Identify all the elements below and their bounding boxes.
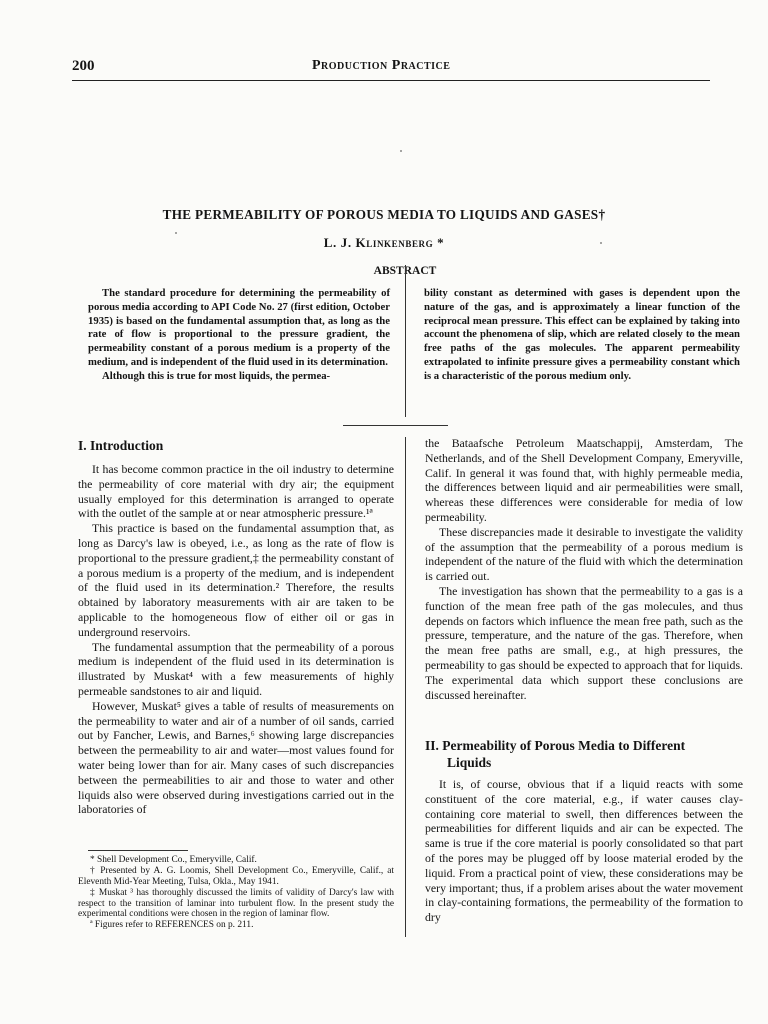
footnote: * Shell Development Co., Emeryville, Calif.	[90, 855, 257, 865]
section-separator	[343, 425, 448, 426]
article-author: L. J. Klinkenberg *	[323, 235, 445, 250]
body-paragraph: The investigation has shown that the permeability to a gas is a function of the mean free path of the gas molecules, and thus depends on factors which influence the mean free path, such as the pressure, temperature, and the nature of the gas. Therefore, when the mean free paths are small, e.g., at high pressures, the permeability to gas should be expected to approach that for liquids. The experimental data which support these conclusions are discussed hereinafter.	[425, 583, 743, 702]
scan-speck	[600, 242, 602, 244]
footnote: ª Figures refer to REFERENCES on p. 211.	[90, 920, 254, 931]
page-header	[72, 58, 710, 81]
body-paragraph: The fundamental assumption that the permeability of a porous medium is independent of the fluid used in its determination is illustrated by Muskat⁴ with a few measurements of highly permeable sandstones to air and liquid.	[78, 639, 394, 698]
right-column-body	[425, 436, 743, 702]
scan-speck	[400, 150, 402, 152]
running-head: Production Practice	[312, 58, 451, 73]
footnote: ‡ Muskat ³ has thoroughly discussed the limits of validity of Darcy's law with respect to the transition of laminar into turbulent flow. In the present study the experimental conditions were chosen in the region of laminar flow.	[78, 888, 394, 920]
abstract-paragraph: The standard procedure for determining the permeability of porous media according to API Code No. 27 (first edition, October 1935) is based on the fundamental assumption that, as long as the rate of flow is proportional to the pressure gradient, the permeability constant of a porous medium is a property of the medium, and is independent of the fluid used in its determination.	[88, 287, 390, 368]
abstract-paragraph: bility constant as determined with gases is dependent upon the nature of the gas, and is approximately a linear function of the reciprocal mean pressure. This effect can be explained by taking into account the phenomena of slip, which are related closely to the mean free paths of the gas molecules. The apparent permeability extrapolated to infinite pressure gives a permeability constant which is a characteristic of the porous medium only.	[424, 287, 740, 382]
abstract-heading: ABSTRACT	[373, 265, 437, 277]
body-paragraph: This practice is based on the fundamental assumption that, as long as Darcy's law is obeyed, i.e., as long as the rate of flow is proportional to the pressure gradient,‡ the permeability constant of a porous medium is a property of the medium, and is independent of the fluid used in its determination.² Therefore, the results obtained by laboratory measurements with air are taken to be applicable to the homogeneous flow of either oil or gas in underground reservoirs.	[78, 521, 394, 639]
body-paragraph: It is, of course, obvious that if a liquid reacts with some constituent of the core material, e.g., if water causes clay-containing core material to swell, then differences between the permeabilities for different liquids and air can be expected. The same is true if the core material is poorly consolidated so that part of the pores may be plugged off by loose material eroded by the liquid. From a practical point of view, these considerations may be very important; thus, if a problem arises about the water movement in clay-containing formations, the permeability of the formation to dry	[425, 777, 743, 925]
footnote-rule	[88, 850, 188, 851]
section-heading-line: Liquids	[447, 755, 492, 770]
section-heading-introduction: I. Introduction	[78, 438, 164, 453]
scan-speck	[175, 232, 177, 234]
body-paragraph: It has become common practice in the oil industry to determine the permeability of core material with dry air; the equipment usually employed for this determination is arranged to operate with the outlet of the sample at or near atmospheric pressure.¹ª	[78, 462, 394, 521]
section-heading-permeability-liquids	[425, 737, 743, 771]
abstract-paragraph: Although this is true for most liquids, the permea-	[102, 369, 331, 382]
page-number: 200	[72, 58, 95, 74]
left-column-body	[78, 462, 394, 817]
abstract-right-column	[424, 287, 740, 384]
column-divider	[405, 437, 406, 937]
footnotes	[78, 855, 394, 932]
body-paragraph: These discrepancies made it desirable to investigate the validity of the assumption that the permeability of a porous medium is independent of the nature of the fluid with which the determination is carried out.	[425, 524, 743, 584]
footnote: † Presented by A. G. Loomis, Shell Development Co., Emeryville, Calif., at Eleventh Mid-Year Meeting, Tulsa, Okla., May 1941.	[78, 866, 394, 887]
body-paragraph: However, Muskat⁵ gives a table of results of measurements on the permeability to water and air of a number of oil sands, carried out by Fancher, Lewis, and Barnes,⁶ showing large discrepancies between the permeability to air and water—most values found for water being lower than for air. Many cases of such discrepancies between the permeabilities to air and those to water and other liquids also were observed during investigations carried out in the laboratories of	[78, 698, 394, 817]
abstract-left-column	[88, 287, 390, 384]
body-paragraph: the Bataafsche Petroleum Maatschappij, Amsterdam, The Netherlands, and of the Shell Development Company, Emeryville, Calif. In general it was found that, with highly permeable media, the differences between liquid and air permeabilities were small, whereas these differences were considerable for media of low permeability.	[425, 436, 743, 524]
column-divider	[405, 265, 406, 417]
section-heading-line: II. Permeability of Porous Media to Different	[425, 738, 686, 753]
section2-body	[425, 777, 743, 925]
article-title: THE PERMEABILITY OF POROUS MEDIA TO LIQUIDS AND GASES†	[162, 207, 606, 222]
